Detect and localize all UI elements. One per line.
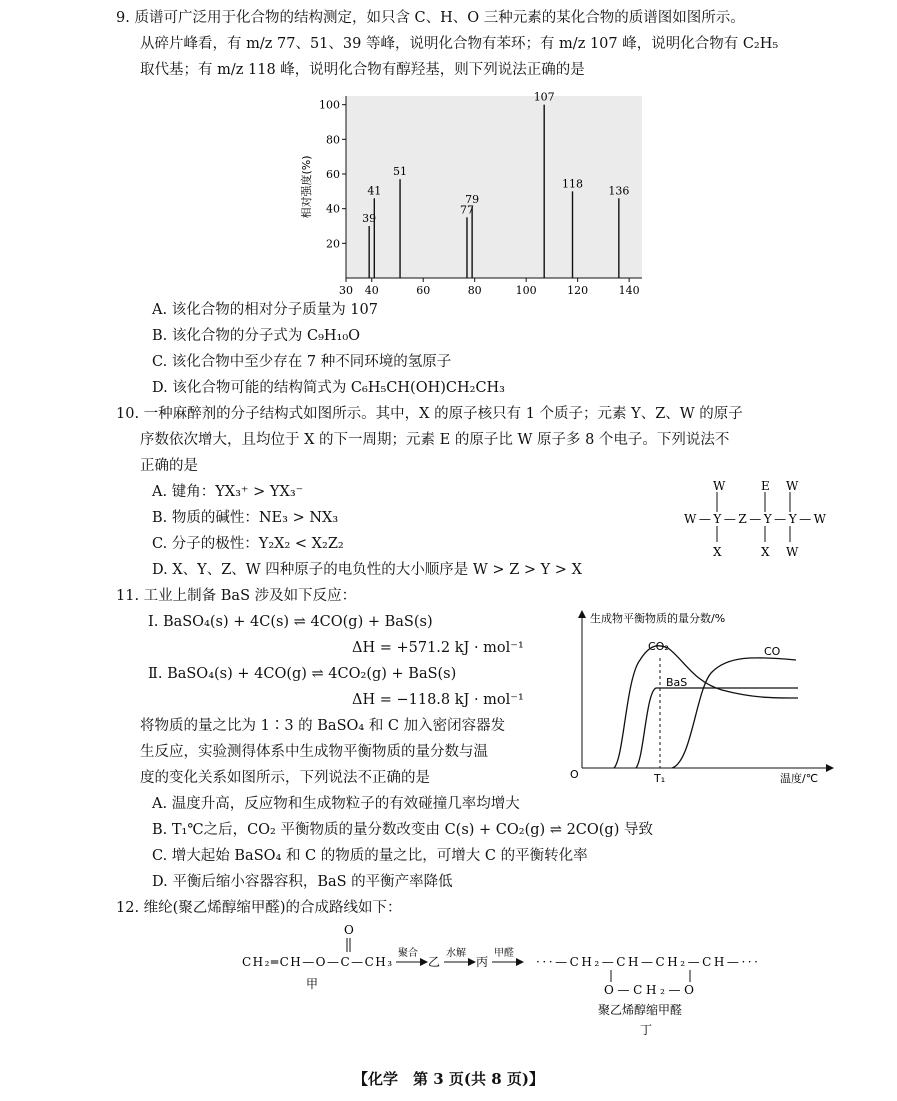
q12-stem-line1: 12. 维纶(聚乙烯醇缩甲醛)的合成路线如下：	[116, 900, 402, 916]
ms-peak-label-136: 136	[608, 184, 630, 198]
q10-option-a: A. 键角：YX₃⁺ > YX₃⁻	[152, 484, 304, 500]
eq-series-co2-label: CO₂	[648, 640, 669, 653]
label-ding: 丁	[640, 1023, 653, 1037]
q9-option-d: D. 该化合物可能的结构简式为 C₆H₅CH(OH)CH₂CH₃	[152, 380, 505, 396]
ms-x-tick-label-100: 100	[515, 284, 537, 297]
equilibrium-fraction-chart	[572, 608, 840, 786]
eq-origin-label: O	[570, 768, 579, 781]
ms-peak-label-118: 118	[562, 177, 584, 191]
ms-x-tick-label-30: 30	[339, 284, 353, 297]
q11-para-line3: 度的变化关系如图所示，下列说法不正确的是	[140, 770, 430, 786]
ms-y-tick-label-40: 40	[326, 202, 340, 216]
q9-stem-line1: 9. 质谱可广泛用于化合物的结构测定，如只含 C、H、O 三种元素的某化合物的质谱图如图所示。	[116, 10, 745, 26]
ms-y-axis-label: 相对强度(%)	[300, 155, 313, 219]
ms-peak-label-107: 107	[533, 90, 555, 104]
ms-x-tick-label-60: 60	[416, 284, 431, 297]
q9-option-c: C. 该化合物中至少存在 7 种不同环境的氢原子	[152, 354, 452, 370]
q10-option-b: B. 物质的碱性：NE₃ > NX₃	[152, 510, 339, 526]
q11-enthalpy-2: ΔH = −118.8 kJ · mol⁻¹	[352, 692, 524, 708]
q9-stem-line2: 从碎片峰看，有 m/z 77、51、39 等峰，说明化合物有苯环；有 m/z 107 峰，说明化合物有 C₂H₅	[140, 36, 779, 52]
arrow3-label: 甲醛	[494, 948, 514, 959]
q10-stem-line1: 10. 一种麻醉剂的分子结构式如图所示。其中，X 的原子核只有 1 个质子；元素 Y、Z、W 的原子	[116, 406, 743, 422]
q11-reaction-1: Ⅰ. BaSO₄(s) + 4C(s) ⇌ 4CO(g) + BaS(s)	[148, 614, 433, 630]
ms-y-tick-label-100: 100	[319, 98, 340, 112]
ms-peak-label-39: 39	[362, 212, 377, 225]
struct-top-3: W	[786, 479, 799, 493]
q11-option-a: A. 温度升高，反应物和生成物粒子的有效碰撞几率均增大	[152, 796, 520, 812]
q10-stem-line3: 正确的是	[140, 458, 198, 474]
ms-y-tick-label-20: 20	[326, 237, 340, 251]
struct-bottom-2: X	[761, 545, 770, 559]
struct-bottom-1: X	[713, 545, 722, 559]
eq-x-axis-label: 温度/℃	[780, 772, 819, 785]
q9-option-a: A. 该化合物的相对分子质量为 107	[152, 302, 378, 318]
q11-para-line2: 生反应，实验测得体系中生成物平衡物质的量分数与温	[140, 744, 488, 760]
eq-series-co-line	[672, 658, 796, 768]
eq-series-co-label: CO	[764, 645, 781, 658]
ms-peak-label-51: 51	[393, 165, 408, 179]
page-footer: 【化学 第 3 页(共 8 页)】	[353, 1070, 544, 1088]
ms-y-tick-label-60: 60	[326, 168, 340, 181]
q11-para-line1: 将物质的量之比为 1∶3 的 BaSO₄ 和 C 加入密闭容器发	[140, 718, 506, 734]
intermediate-yi: 乙	[428, 955, 441, 969]
arrow1-label: 聚合	[398, 948, 418, 959]
eq-y-axis-label: 生成物平衡物质的量分数/%	[590, 612, 726, 625]
struct-top-2: E	[761, 479, 770, 493]
polymer-name: 聚乙烯醇缩甲醛	[598, 1003, 683, 1017]
q11-option-c: C. 增大起始 BaSO₄ 和 C 的物质的量之比，可增大 C 的平衡转化率	[152, 848, 588, 864]
q10-stem-line2: 序数依次增大，且均位于 X 的下一周期；元素 E 的原子比 W 原子多 8 个电子。下列说法不	[140, 432, 730, 448]
q9-stem-line3: 取代基；有 m/z 118 峰，说明化合物有醇羟基，则下列说法正确的是	[140, 62, 585, 78]
q12-synthesis-route	[240, 922, 770, 1042]
q9-option-b: B. 该化合物的分子式为 C₉H₁₀O	[152, 328, 361, 344]
ms-x-tick-label-140: 140	[618, 284, 640, 297]
eq-series-bas-label: BaS	[666, 676, 688, 689]
eq-t1-label: T₁	[654, 772, 666, 785]
q11-enthalpy-1: ΔH = +571.2 kJ · mol⁻¹	[352, 640, 524, 656]
polymer-formula: ···—CH₂—CH—CH₂—CH—···	[536, 955, 758, 969]
q11-stem-line1: 11. 工业上制备 BaS 涉及如下反应：	[116, 588, 357, 604]
intermediate-bing: 丙	[476, 955, 489, 969]
q11-reaction-2: Ⅱ. BaSO₄(s) + 4CO(g) ⇌ 4CO₂(g) + BaS(s)	[148, 666, 457, 682]
mass-spectrum-chart	[290, 88, 650, 298]
q11-option-d: D. 平衡后缩小容器容积，BaS 的平衡产率降低	[152, 874, 453, 890]
struct-top-1: W	[713, 479, 726, 493]
struct-main-chain: W—Y—Z—Y—Y—W	[684, 512, 826, 526]
q10-option-d: D. X、Y、Z、W 四种原子的电负性的大小顺序是 W > Z > Y > X	[152, 562, 582, 578]
ms-peak-label-41: 41	[367, 184, 382, 198]
arrow2-label: 水解	[446, 948, 466, 959]
ms-x-tick-label-120: 120	[567, 284, 589, 297]
carbonyl-oxygen: O	[344, 923, 354, 937]
label-jia: 甲	[306, 977, 319, 991]
ms-x-tick-label-40: 40	[364, 284, 379, 297]
ms-peak-label-79: 79	[465, 192, 480, 206]
acetal-ring: O—CH₂—O	[604, 983, 694, 997]
monomer-formula: CH₂═CH—O—C—CH₃	[242, 955, 392, 969]
ms-peak-label-77: 77	[459, 203, 474, 217]
q11-option-b: B. T₁℃之后，CO₂ 平衡物质的量分数改变由 C(s) + CO₂(g) ⇌ 2CO(g) 导致	[152, 822, 653, 838]
q10-option-c: C. 分子的极性：Y₂X₂ < X₂Z₂	[152, 536, 344, 552]
struct-bottom-3: W	[786, 545, 799, 559]
ms-x-tick-label-80: 80	[467, 284, 482, 297]
ms-plot-background	[346, 96, 642, 278]
ms-y-tick-label-80: 80	[326, 133, 340, 147]
q10-molecule-structure	[680, 478, 830, 562]
